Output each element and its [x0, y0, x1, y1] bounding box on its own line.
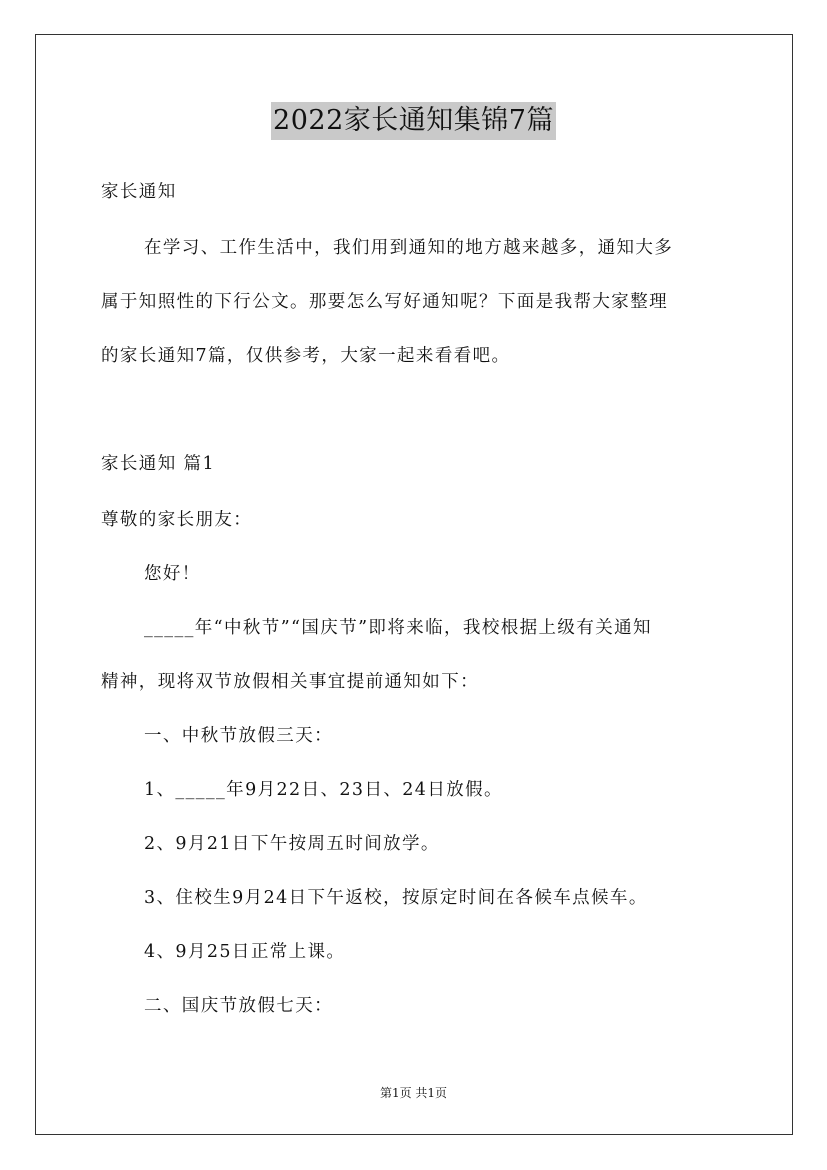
greeting: 您好！	[144, 564, 201, 584]
document-title: 2022家长通知集锦7篇	[271, 102, 556, 140]
salutation: 尊敬的家长朋友：	[101, 510, 253, 530]
body-line-1: _____年“中秋节”“国庆节”即将来临，我校根据上级有关通知	[144, 618, 652, 638]
list-item-2: 2、9月21日下午按周五时间放学。	[144, 834, 440, 854]
list-item-3: 3、住校生9月24日下午返校，按原定时间在各候车点候车。	[144, 888, 648, 908]
list-item-4: 4、9月25日正常上课。	[144, 942, 346, 962]
section-heading: 家长通知	[101, 182, 177, 202]
intro-line-2: 属于知照性的下行公文。那要怎么写好通知呢？下面是我帮大家整理	[101, 292, 668, 312]
intro-line-1: 在学习、工作生活中，我们用到通知的地方越来越多，通知大多	[144, 238, 674, 258]
body-line-2: 精神，现将双节放假相关事宜提前通知如下：	[101, 672, 479, 692]
list-heading-2: 二、国庆节放假七天：	[144, 996, 333, 1016]
page-footer: 第1页 共1页	[379, 1086, 448, 1100]
title-container	[0, 102, 827, 140]
article-heading: 家长通知 篇1	[101, 454, 215, 474]
list-heading-1: 一、中秋节放假三天：	[144, 726, 333, 746]
list-item-1: 1、_____年9月22日、23日、24日放假。	[144, 780, 503, 800]
intro-line-3: 的家长通知7篇，仅供参考，大家一起来看看吧。	[101, 346, 511, 366]
